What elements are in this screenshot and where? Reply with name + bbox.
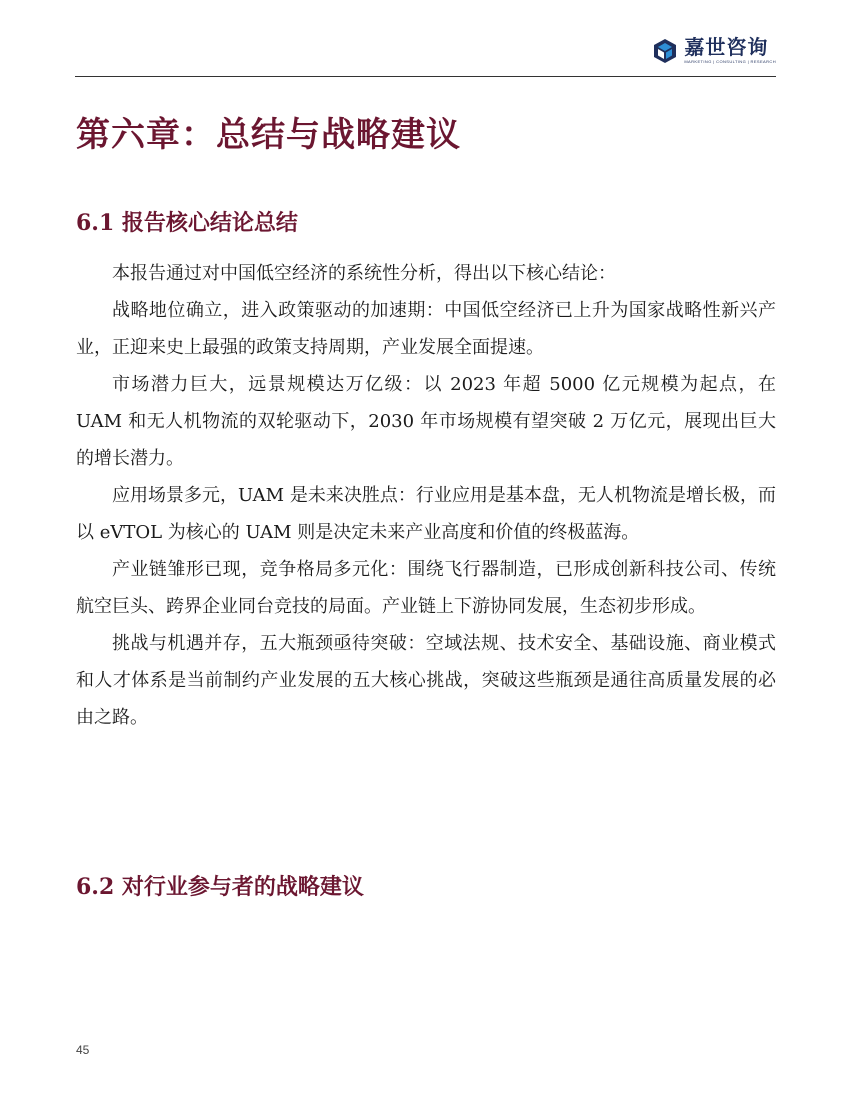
company-logo	[652, 36, 776, 65]
logo-tagline: MARKETING | CONSULTING | RESEARCH	[684, 59, 776, 64]
paragraph-market-potential: 市场潜力巨大，远景规模达万亿级：以 2023 年超 5000 亿元规模为起点，在 UAM 和无人机物流的双轮驱动下，2030 年市场规模有望突破 2 万亿元，展现出巨大的增长潜力。	[76, 374, 776, 469]
logo-text	[684, 36, 776, 65]
section-6-1-body	[76, 255, 776, 736]
section-heading-6-2: 6.2 对行业参与者的战略建议	[76, 874, 364, 900]
paragraph-challenges: 挑战与机遇并存，五大瓶颈亟待突破：空域法规、技术安全、基础设施、商业模式和人才体系是当前制约产业发展的五大核心挑战，突破这些瓶颈是通往高质量发展的必由之路。	[76, 633, 776, 728]
page-header	[75, 34, 776, 77]
chapter-title: 第六章：总结与战略建议	[76, 115, 461, 155]
logo-mark-icon	[652, 38, 678, 64]
paragraph-strategic-position: 战略地位确立，进入政策驱动的加速期：中国低空经济已上升为国家战略性新兴产业，正迎来史上最强的政策支持周期，产业发展全面提速。	[76, 300, 776, 358]
page-number: 45	[76, 1043, 90, 1057]
paragraph-intro: 本报告通过对中国低空经济的系统性分析，得出以下核心结论：	[112, 263, 616, 284]
logo-name: 嘉世咨询	[684, 35, 769, 59]
paragraph-application-scenarios: 应用场景多元，UAM 是未来决胜点：行业应用是基本盘，无人机物流是增长极，而以 eVTOL 为核心的 UAM 则是决定未来产业高度和价值的终极蓝海。	[76, 485, 776, 543]
paragraph-industry-chain: 产业链雏形已现，竞争格局多元化：围绕飞行器制造，已形成创新科技公司、传统航空巨头、跨界企业同台竞技的局面。产业链上下游协同发展，生态初步形成。	[76, 559, 776, 617]
section-heading-6-1: 6.1 报告核心结论总结	[76, 210, 298, 236]
